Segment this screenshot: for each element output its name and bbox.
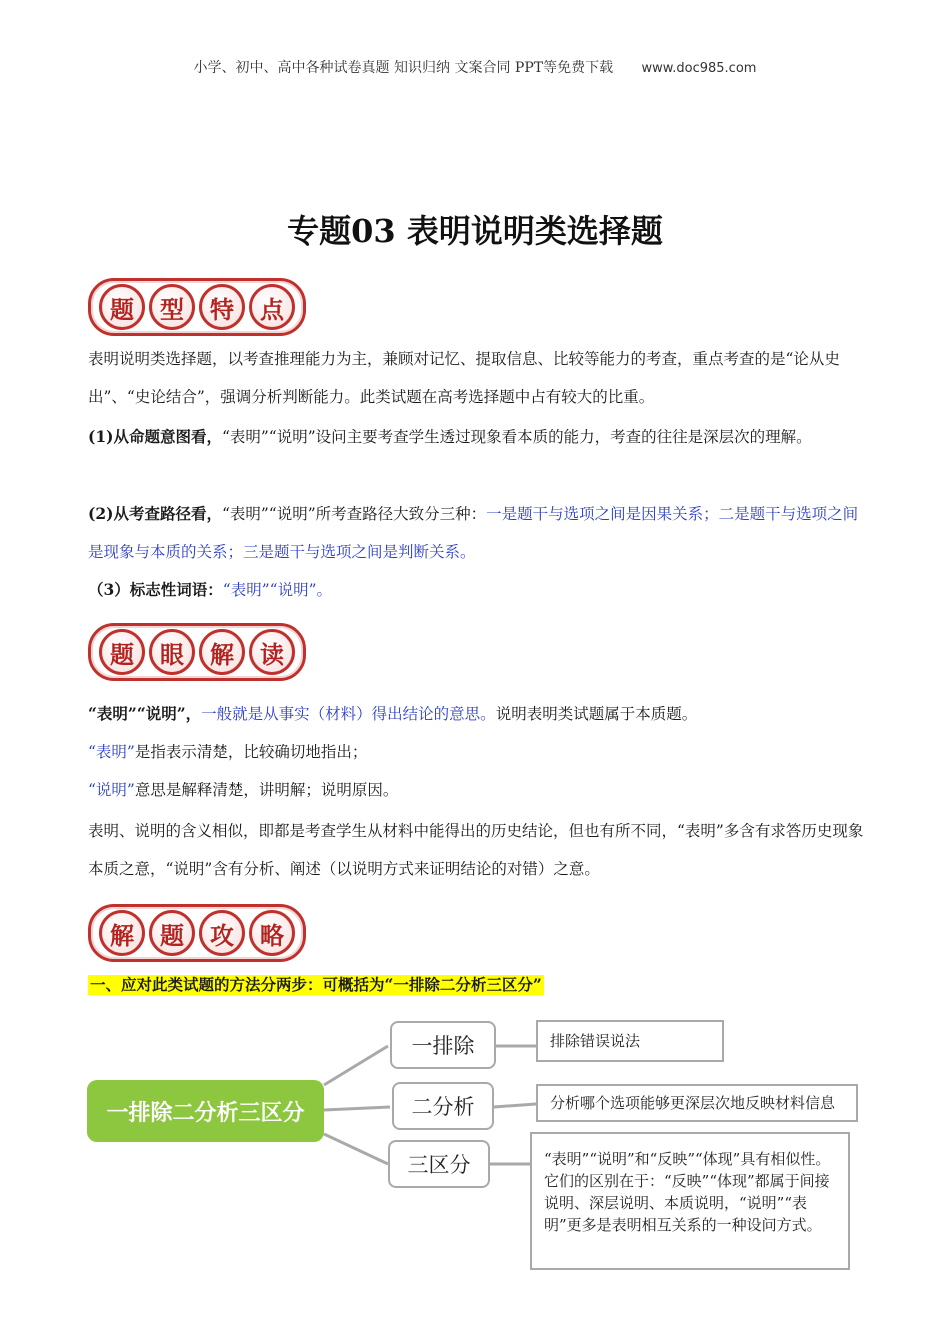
badge-char: 略 (249, 910, 295, 956)
point-3-blue: “表明”“说明”。 (222, 581, 332, 599)
reading-1-blue: 一般就是从事实（材料）得出结论的意思。 (201, 705, 496, 723)
reading-1-lead: “表明”“说明”， (88, 704, 202, 723)
connector-step2-desc (494, 1104, 536, 1107)
diagram-main-node: 一排除二分析三区分 (87, 1080, 324, 1142)
badge-char: 解 (199, 629, 245, 675)
badge-char: 点 (249, 284, 295, 330)
diagram-desc-3: “表明”“说明”和“反映”“体现”具有相似性。它们的区别在于：“反映”“体现”都属于间接说明、深层说明、本质说明，“说明”“表明”更多是表明相互关系的一种设问方式。 (530, 1132, 850, 1270)
badge-char: 攻 (199, 910, 245, 956)
reading-line-4: 表明、说明的含义相似，即都是考查学生从材料中能得出的历史结论，但也有所不同，“表明”多含有求答历史现象本质之意，“说明”含有分析、阐述（以说明方式来证明结论的对错）之意。 (88, 822, 864, 878)
header-text: 小学、初中、高中各种试卷真题 知识归纳 文案合同 PPT等免费下载 (193, 60, 614, 76)
badge-char: 型 (149, 284, 195, 330)
point-1-text: “表明”“说明”设问主要考查学生透过现象看本质的能力，考查的往往是深层次的理解。 (221, 428, 812, 446)
point-2-text: “表明”“说明”所考查路径大致分三种： (221, 505, 487, 523)
strategy-heading: 一、应对此类试题的方法分两步：可概括为“一排除二分析三区分” (90, 975, 542, 994)
badge-char: 题 (149, 910, 195, 956)
reading-3-blue: “说明” (88, 781, 135, 799)
point-3-lead: （3）标志性词语： (88, 580, 223, 599)
diagram-step-3: 三区分 (388, 1140, 490, 1188)
connector-main-step1 (324, 1046, 388, 1085)
diagram-step-2: 二分析 (392, 1082, 494, 1130)
point-1-lead: (1)从命题意图看， (88, 427, 222, 446)
badge-char: 题 (99, 629, 145, 675)
badge-char: 解 (99, 910, 145, 956)
badge-char: 题 (99, 284, 145, 330)
header-url[interactable]: www.doc985.com (641, 61, 757, 76)
reading-2-blue: “表明” (88, 743, 135, 761)
badge-char: 特 (199, 284, 245, 330)
diagram-desc-1: 排除错误说法 (536, 1020, 724, 1062)
badge-char: 眼 (149, 629, 195, 675)
point-2-blue: 一是题干与选项之间是因果关系；二是题干与选项之间是现象与本质的关系；三是题干与选项之间是判断关系。 (88, 505, 859, 561)
reading-1-text: 说明表明类试题属于本质题。 (495, 705, 698, 723)
reading-2-text: 是指表示清楚，比较确切地指出； (134, 743, 368, 761)
features-intro: 表明说明类选择题，以考查推理能力为主，兼顾对记忆、提取信息、比较等能力的考查，重点考查的是“论从史出”、“史论结合”，强调分析判断能力。此类试题在高考选择题中占有较大的比重。 (88, 350, 840, 406)
point-2-lead: (2)从考查路径看， (88, 504, 222, 523)
connector-main-step2 (324, 1107, 390, 1110)
reading-3-text: 意思是解释清楚，讲明解；说明原因。 (134, 781, 399, 799)
page-title: 专题03 表明说明类选择题 (287, 212, 663, 250)
badge-char: 读 (249, 629, 295, 675)
connector-main-step3 (324, 1134, 388, 1164)
diagram-desc-2: 分析哪个选项能够更深层次地反映材料信息 (536, 1084, 858, 1122)
diagram-step-1: 一排除 (390, 1021, 496, 1069)
